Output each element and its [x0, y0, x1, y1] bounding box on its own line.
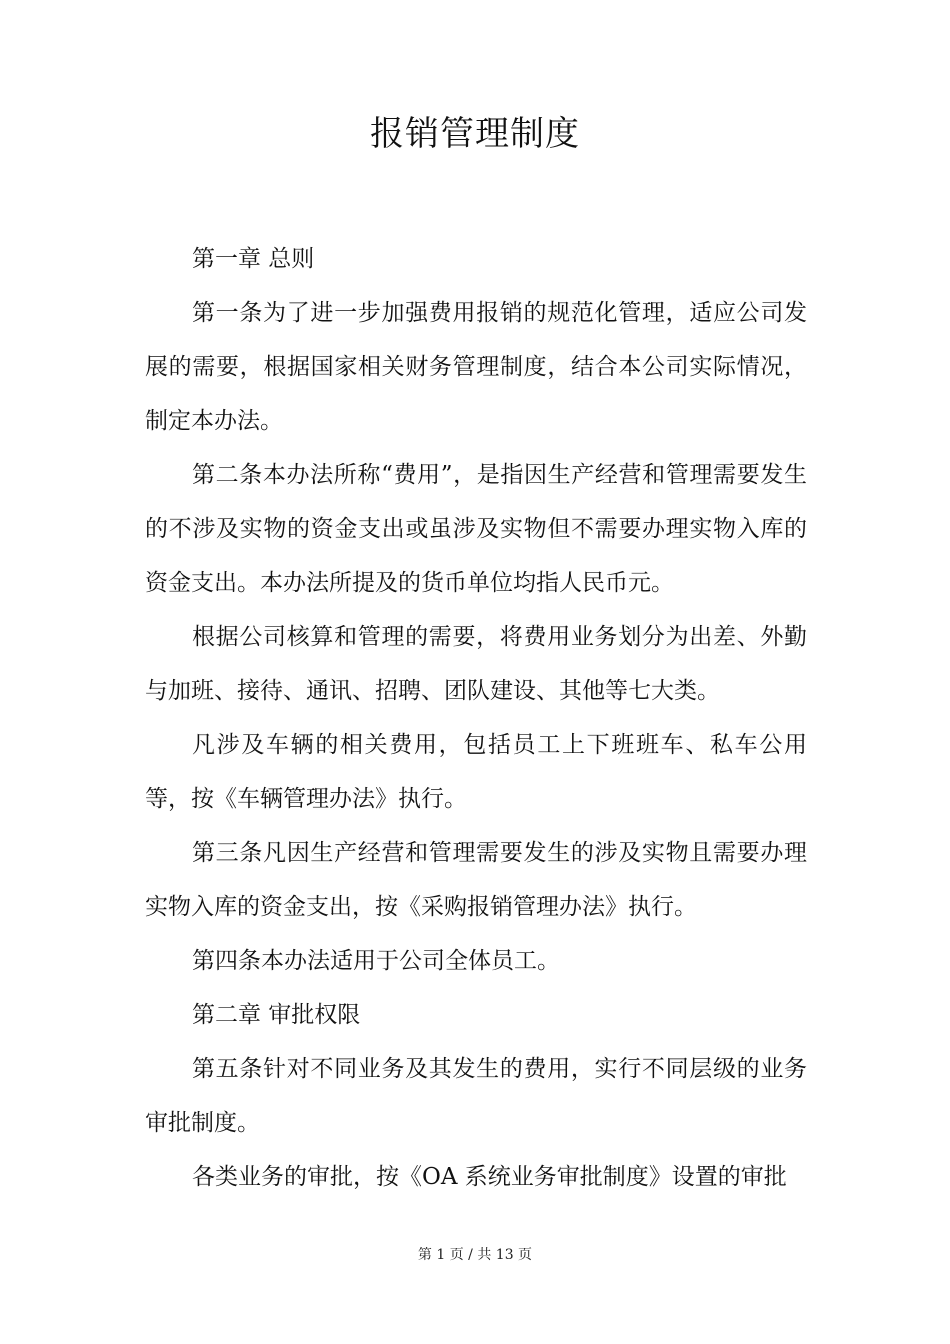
- article-3-paragraph: 第三条凡因生产经营和管理需要发生的涉及实物且需要办理实物入库的资金支出，按《采购报销管理办法》执行。: [145, 840, 807, 920]
- approval-paragraph: 各类业务的审批，按《OA 系统业务审批制度》设置的审批: [192, 1164, 787, 1190]
- page-footer: 第 1 页 / 共 13 页: [417, 1247, 533, 1263]
- chapter-1-heading: 第一章 总则: [192, 246, 315, 272]
- vehicle-expense-paragraph: 凡涉及车辆的相关费用，包括员工上下班班车、私车公用等，按《车辆管理办法》执行。: [145, 732, 807, 812]
- document-title: 报销管理制度: [370, 114, 580, 154]
- article-1-paragraph: 第一条为了进一步加强费用报销的规范化管理，适应公司发展的需要，根据国家相关财务管理制度，结合本公司实际情况，制定本办法。: [145, 300, 807, 434]
- chapter-2-heading: 第二章 审批权限: [192, 1002, 361, 1028]
- article-4-paragraph: 第四条本办法适用于公司全体员工。: [192, 948, 560, 974]
- article-5-paragraph: 第五条针对不同业务及其发生的费用，实行不同层级的业务审批制度。: [145, 1056, 807, 1136]
- expense-categories-paragraph: 根据公司核算和管理的需要，将费用业务划分为出差、外勤与加班、接待、通讯、招聘、团队建设、其他等七大类。: [145, 624, 807, 704]
- article-2-paragraph: 第二条本办法所称“费用”，是指因生产经营和管理需要发生的不涉及实物的资金支出或虽涉及实物但不需要办理实物入库的资金支出。本办法所提及的货币单位均指人民币元。: [145, 462, 807, 596]
- document-body: [145, 232, 807, 1204]
